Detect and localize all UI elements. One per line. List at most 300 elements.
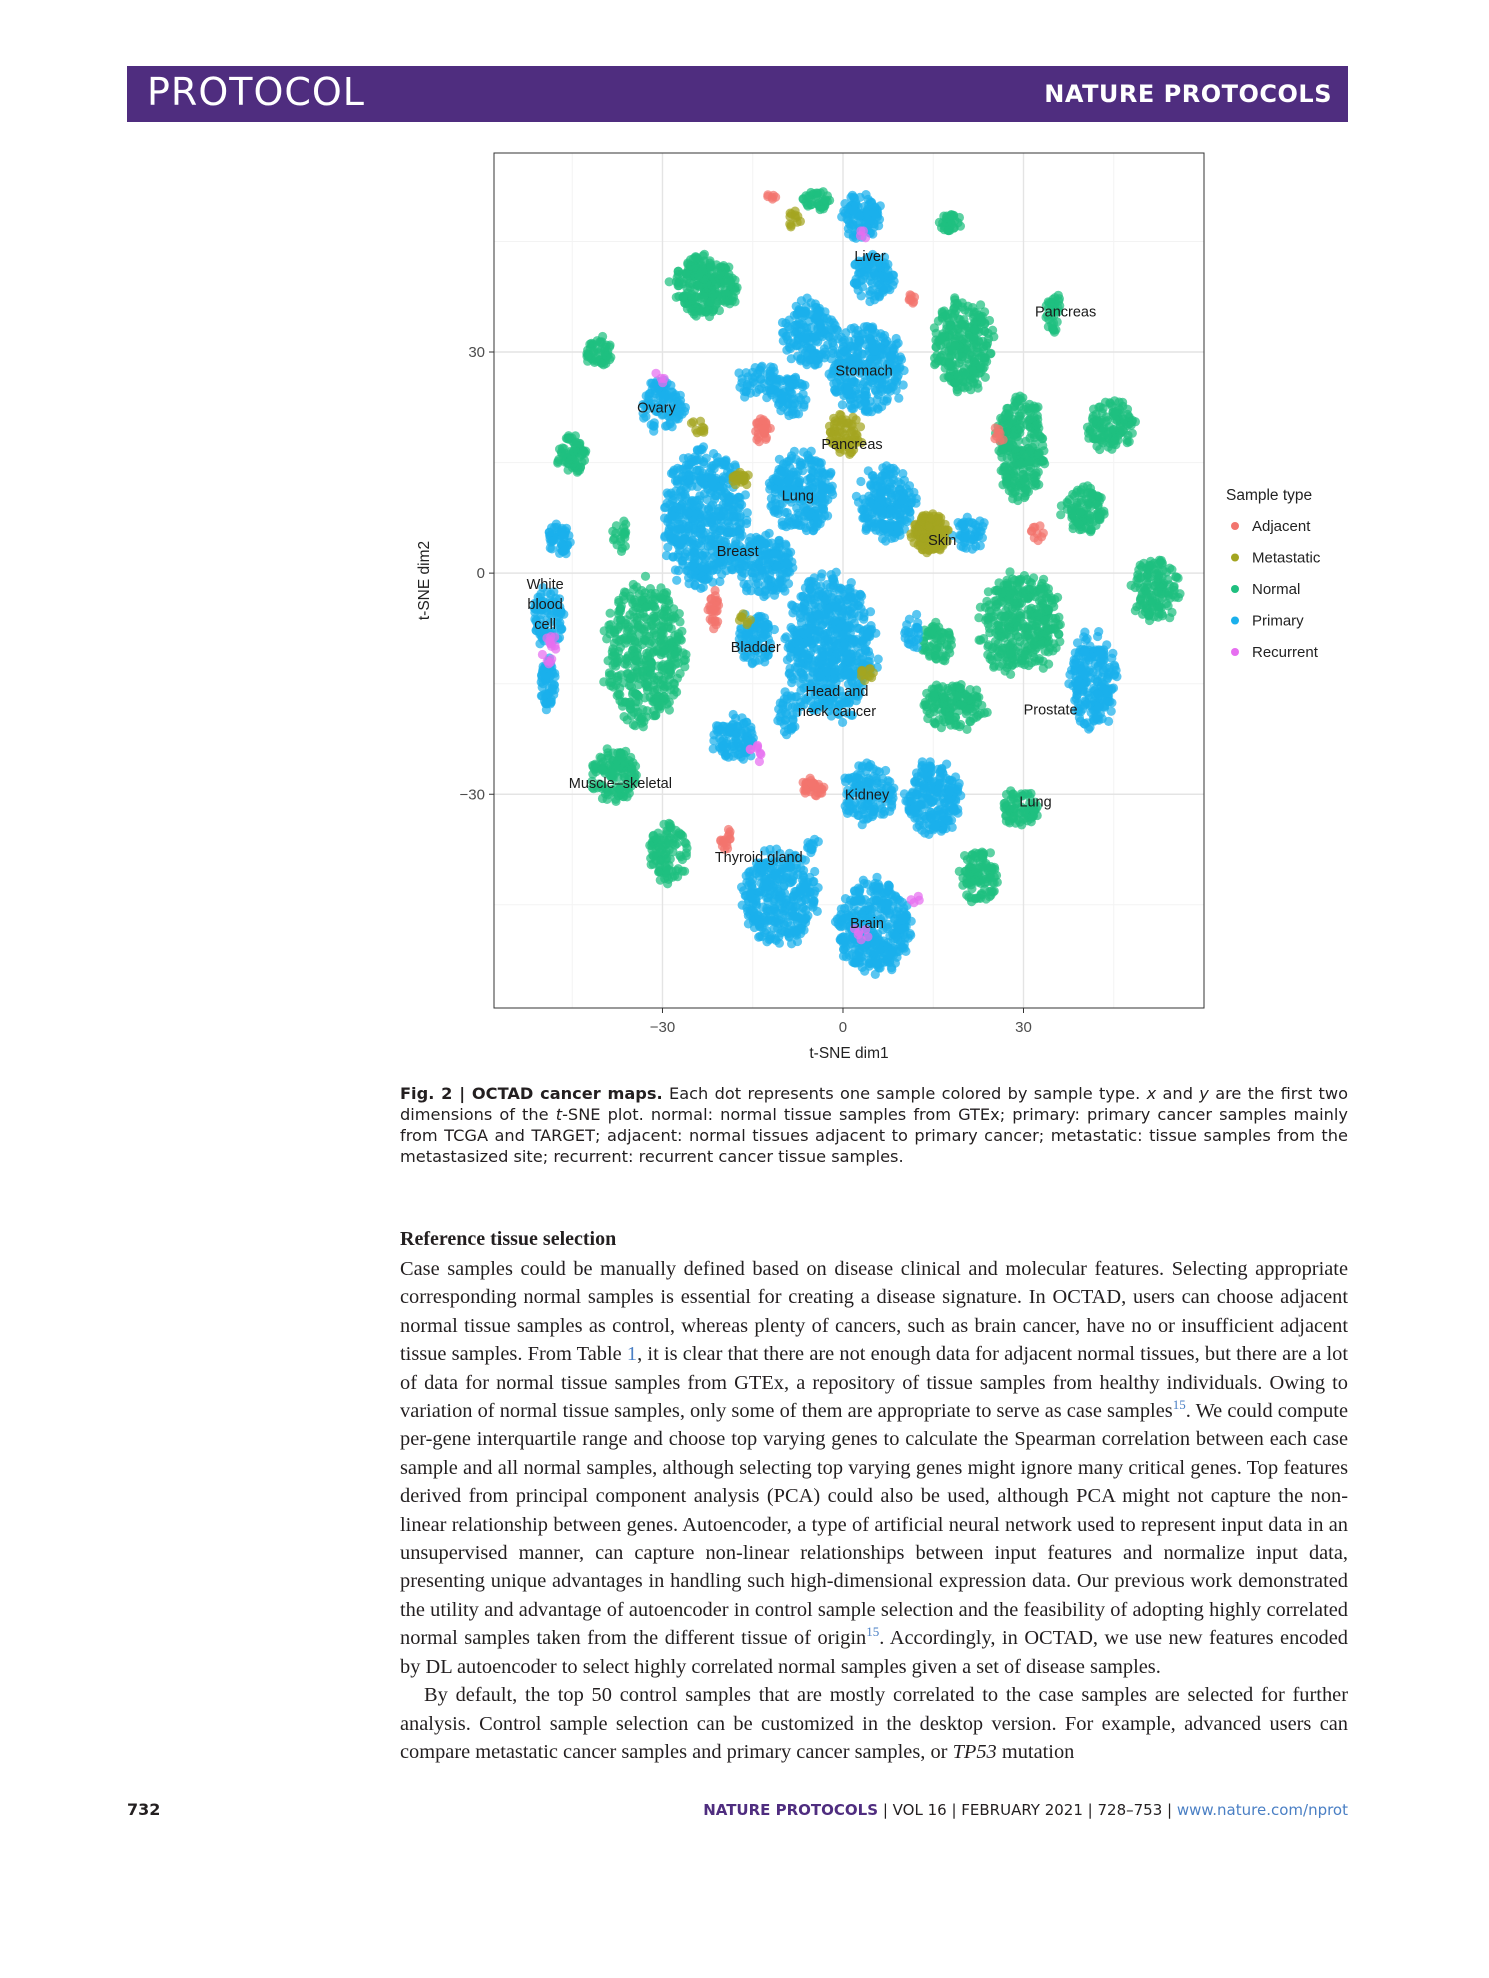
data-point xyxy=(924,700,933,709)
data-point xyxy=(630,636,639,645)
data-point xyxy=(1015,392,1024,401)
data-point xyxy=(830,385,839,394)
data-point xyxy=(763,574,772,583)
data-point xyxy=(953,382,962,391)
data-point xyxy=(650,629,659,638)
data-point xyxy=(996,632,1005,641)
data-point xyxy=(649,706,658,715)
data-point xyxy=(781,460,790,469)
data-point xyxy=(899,380,908,389)
data-point xyxy=(777,570,786,579)
data-point xyxy=(791,374,800,383)
data-point xyxy=(1034,610,1043,619)
data-point xyxy=(993,621,1002,630)
data-point xyxy=(770,550,779,559)
data-point xyxy=(685,279,694,288)
data-point xyxy=(821,195,830,204)
data-point xyxy=(756,566,765,575)
data-point xyxy=(1055,294,1064,303)
data-point xyxy=(956,320,965,329)
data-point xyxy=(1167,608,1176,617)
data-point xyxy=(1019,815,1028,824)
data-point xyxy=(871,271,880,280)
data-point xyxy=(949,304,958,313)
data-point xyxy=(867,199,876,208)
data-point xyxy=(657,835,666,844)
data-point xyxy=(1123,431,1132,440)
data-point xyxy=(709,449,718,458)
data-point xyxy=(606,620,615,629)
data-point xyxy=(641,572,650,581)
data-point xyxy=(847,324,856,333)
data-point xyxy=(1021,632,1030,641)
data-point xyxy=(868,285,877,294)
data-point xyxy=(1011,466,1020,475)
data-point xyxy=(948,682,957,691)
data-point xyxy=(678,556,687,565)
data-point xyxy=(877,495,886,504)
data-point xyxy=(1127,421,1136,430)
data-point xyxy=(787,354,796,363)
data-point xyxy=(1016,576,1025,585)
data-point xyxy=(659,820,668,829)
data-point xyxy=(1157,609,1166,618)
data-point xyxy=(876,506,885,515)
data-point xyxy=(761,590,770,599)
data-point xyxy=(705,535,714,544)
data-point xyxy=(989,332,998,341)
data-point xyxy=(1077,485,1086,494)
data-point xyxy=(621,520,630,529)
data-point xyxy=(1074,519,1083,528)
data-point xyxy=(560,449,569,458)
data-point xyxy=(712,491,721,500)
data-point xyxy=(1171,572,1180,581)
data-point xyxy=(860,514,869,523)
data-point xyxy=(1105,398,1114,407)
data-point xyxy=(556,625,565,634)
data-point xyxy=(703,511,712,520)
data-point xyxy=(729,528,738,537)
data-point xyxy=(949,716,958,725)
data-point xyxy=(695,491,704,500)
data-point xyxy=(657,856,666,865)
data-point xyxy=(677,627,686,636)
data-point xyxy=(1113,436,1122,445)
section-label: PROTOCOL xyxy=(147,70,365,114)
data-point xyxy=(1139,559,1148,568)
data-point xyxy=(1125,412,1134,421)
data-point xyxy=(783,331,792,340)
data-point xyxy=(847,404,856,413)
data-point xyxy=(965,704,974,713)
data-point xyxy=(809,355,818,364)
data-point xyxy=(1042,592,1051,601)
data-point xyxy=(1002,478,1011,487)
data-point xyxy=(863,405,872,414)
data-point xyxy=(669,502,678,511)
data-point xyxy=(886,470,895,479)
data-point xyxy=(666,669,675,678)
data-point xyxy=(676,525,685,534)
data-point xyxy=(1150,565,1159,574)
data-point xyxy=(649,832,658,841)
data-point xyxy=(1006,670,1015,679)
data-point xyxy=(706,297,715,306)
data-point xyxy=(762,393,771,402)
data-point xyxy=(1010,402,1019,411)
data-point xyxy=(900,516,909,525)
data-point xyxy=(801,523,810,532)
data-point xyxy=(984,587,993,596)
data-point xyxy=(637,624,646,633)
data-point xyxy=(606,353,615,362)
data-point xyxy=(998,646,1007,655)
data-point xyxy=(925,642,934,651)
data-point xyxy=(902,484,911,493)
data-point xyxy=(794,341,803,350)
data-point xyxy=(612,756,621,765)
data-point xyxy=(640,635,649,644)
data-point xyxy=(665,705,674,714)
data-point xyxy=(699,474,708,483)
data-point xyxy=(971,894,980,903)
data-point xyxy=(666,419,675,428)
data-point xyxy=(553,457,562,466)
data-point xyxy=(597,359,606,368)
data-point xyxy=(1043,624,1052,633)
data-point xyxy=(793,400,802,409)
data-point xyxy=(678,472,687,481)
data-point xyxy=(627,711,636,720)
data-point xyxy=(1048,614,1057,623)
data-point xyxy=(742,516,751,525)
data-point xyxy=(950,341,959,350)
data-point xyxy=(858,275,867,284)
data-point xyxy=(962,890,971,899)
data-point xyxy=(695,466,704,475)
data-point xyxy=(1076,507,1085,516)
data-point xyxy=(1002,579,1011,588)
data-point xyxy=(714,562,723,571)
data-point xyxy=(643,661,652,670)
data-point xyxy=(869,484,878,493)
journal-name: NATURE PROTOCOLS xyxy=(1044,80,1332,108)
data-point xyxy=(798,312,807,321)
data-point xyxy=(1135,601,1144,610)
data-point xyxy=(597,754,606,763)
data-point xyxy=(878,385,887,394)
data-point xyxy=(676,852,685,861)
data-point xyxy=(942,213,951,222)
data-point xyxy=(1025,415,1034,424)
data-point xyxy=(937,635,946,644)
data-point xyxy=(633,666,642,675)
data-point xyxy=(665,277,674,286)
data-point xyxy=(752,580,761,589)
data-point xyxy=(892,340,901,349)
data-point xyxy=(1076,498,1085,507)
data-point xyxy=(954,332,963,341)
data-point xyxy=(868,471,877,480)
data-point xyxy=(624,651,633,660)
data-point xyxy=(737,572,746,581)
data-point xyxy=(725,296,734,305)
data-point xyxy=(934,705,943,714)
data-point xyxy=(631,697,640,706)
data-point xyxy=(748,568,757,577)
data-point xyxy=(739,561,748,570)
data-point xyxy=(859,380,868,389)
data-point xyxy=(702,288,711,297)
data-point xyxy=(1029,402,1038,411)
data-point xyxy=(844,353,853,362)
data-point xyxy=(688,298,697,307)
data-point xyxy=(700,548,709,557)
data-point xyxy=(876,332,885,341)
data-point xyxy=(773,562,782,571)
data-point xyxy=(622,615,631,624)
data-point xyxy=(1001,461,1010,470)
data-point xyxy=(659,611,668,620)
data-point xyxy=(599,677,608,686)
data-point xyxy=(613,540,622,549)
data-point xyxy=(628,607,637,616)
data-point xyxy=(1013,424,1022,433)
data-point xyxy=(1036,584,1045,593)
data-point xyxy=(801,334,810,343)
data-point xyxy=(1002,811,1011,820)
data-point xyxy=(962,725,971,734)
data-point xyxy=(1093,492,1102,501)
data-point xyxy=(1025,457,1034,466)
data-point xyxy=(715,274,724,283)
data-point xyxy=(671,565,680,574)
data-point xyxy=(856,477,865,486)
data-point xyxy=(659,589,668,598)
data-point xyxy=(606,609,615,618)
data-point xyxy=(616,607,625,616)
data-point xyxy=(994,446,1003,455)
data-point xyxy=(664,865,673,874)
data-point xyxy=(872,212,881,221)
data-point xyxy=(795,477,804,486)
data-point xyxy=(936,336,945,345)
data-point xyxy=(589,346,598,355)
data-point xyxy=(619,592,628,601)
data-point xyxy=(1021,477,1030,486)
data-point xyxy=(1143,589,1152,598)
data-point xyxy=(672,576,681,585)
data-point xyxy=(560,530,569,539)
data-point xyxy=(1000,612,1009,621)
data-point xyxy=(663,681,672,690)
data-point xyxy=(669,552,678,561)
data-point xyxy=(1144,573,1153,582)
data-point xyxy=(1008,638,1017,647)
data-point xyxy=(958,352,967,361)
data-point xyxy=(683,289,692,298)
data-point xyxy=(976,879,985,888)
data-point xyxy=(783,399,792,408)
data-point xyxy=(781,319,790,328)
data-point xyxy=(677,402,686,411)
data-point xyxy=(823,511,832,520)
data-point xyxy=(989,663,998,672)
data-point xyxy=(548,536,557,545)
data-point xyxy=(966,385,975,394)
data-point xyxy=(930,353,939,362)
data-point xyxy=(1032,459,1041,468)
data-point xyxy=(708,478,717,487)
data-point xyxy=(978,862,987,871)
data-point xyxy=(969,340,978,349)
data-point xyxy=(1022,610,1031,619)
data-point xyxy=(572,461,581,470)
data-point xyxy=(701,308,710,317)
data-point xyxy=(986,848,995,857)
data-point xyxy=(885,521,894,530)
data-point xyxy=(1034,449,1043,458)
data-point xyxy=(983,650,992,659)
data-point xyxy=(575,439,584,448)
data-point xyxy=(1011,655,1020,664)
data-point xyxy=(818,483,827,492)
data-point xyxy=(985,628,994,637)
data-point xyxy=(666,661,675,670)
data-point xyxy=(692,541,701,550)
data-point xyxy=(819,204,828,213)
data-point xyxy=(956,222,965,231)
data-point xyxy=(883,394,892,403)
data-point xyxy=(927,627,936,636)
data-point xyxy=(1098,438,1107,447)
data-point xyxy=(1000,799,1009,808)
data-point xyxy=(1152,588,1161,597)
data-point xyxy=(684,509,693,518)
data-point xyxy=(691,456,700,465)
data-point xyxy=(785,343,794,352)
data-point xyxy=(986,873,995,882)
data-point xyxy=(633,644,642,653)
data-point xyxy=(750,379,759,388)
data-point xyxy=(629,674,638,683)
data-point xyxy=(1094,508,1103,517)
data-point xyxy=(956,684,965,693)
data-point xyxy=(997,588,1006,597)
data-point xyxy=(667,638,676,647)
data-point xyxy=(855,336,864,345)
data-point xyxy=(649,681,658,690)
data-point xyxy=(711,512,720,521)
data-point xyxy=(1036,640,1045,649)
data-point xyxy=(1027,658,1036,667)
data-point xyxy=(849,393,858,402)
data-point xyxy=(620,634,629,643)
data-point xyxy=(1088,418,1097,427)
data-point xyxy=(785,567,794,576)
data-point xyxy=(838,400,847,409)
data-point xyxy=(900,493,909,502)
data-point xyxy=(1169,590,1178,599)
data-point xyxy=(656,876,665,885)
data-point xyxy=(964,695,973,704)
data-point xyxy=(1022,485,1031,494)
data-point xyxy=(1019,589,1028,598)
data-point xyxy=(1047,320,1056,329)
data-point xyxy=(1021,651,1030,660)
data-point xyxy=(798,466,807,475)
data-point xyxy=(741,490,750,499)
data-point xyxy=(1010,804,1019,813)
data-point xyxy=(825,332,834,341)
data-point xyxy=(684,522,693,531)
data-point xyxy=(763,369,772,378)
data-point xyxy=(799,390,808,399)
data-point xyxy=(649,673,658,682)
data-point xyxy=(1087,525,1096,534)
data-point xyxy=(862,522,871,531)
data-point xyxy=(849,193,858,202)
data-point xyxy=(695,446,704,455)
data-point xyxy=(940,222,949,231)
data-point xyxy=(629,580,638,589)
data-point xyxy=(685,579,694,588)
data-point xyxy=(877,283,886,292)
data-point xyxy=(775,539,784,548)
data-point xyxy=(774,509,783,518)
data-point xyxy=(807,460,816,469)
data-point xyxy=(780,553,789,562)
data-point xyxy=(1027,817,1036,826)
data-point xyxy=(1003,603,1012,612)
data-point xyxy=(608,660,617,669)
data-point xyxy=(785,513,794,522)
data-point xyxy=(669,611,678,620)
data-point xyxy=(1127,581,1136,590)
data-point xyxy=(1013,622,1022,631)
data-point xyxy=(649,852,658,861)
data-point xyxy=(881,346,890,355)
data-point xyxy=(1019,450,1028,459)
data-point xyxy=(688,560,697,569)
data-point xyxy=(629,687,638,696)
data-point xyxy=(1009,812,1018,821)
data-point xyxy=(974,369,983,378)
header-banner xyxy=(127,66,1348,122)
data-point xyxy=(972,712,981,721)
data-point xyxy=(991,602,1000,611)
data-point xyxy=(657,639,666,648)
data-point xyxy=(1067,510,1076,519)
data-point xyxy=(949,367,958,376)
data-point xyxy=(614,791,623,800)
data-point xyxy=(641,603,650,612)
data-point xyxy=(925,652,934,661)
data-point xyxy=(1011,444,1020,453)
data-point xyxy=(791,409,800,418)
data-point xyxy=(963,855,972,864)
data-point xyxy=(706,502,715,511)
data-point xyxy=(672,535,681,544)
data-point xyxy=(816,464,825,473)
data-point xyxy=(706,260,715,269)
data-point xyxy=(751,363,760,372)
data-point xyxy=(938,682,947,691)
data-point xyxy=(596,338,605,347)
data-point xyxy=(638,713,647,722)
data-point xyxy=(940,373,949,382)
